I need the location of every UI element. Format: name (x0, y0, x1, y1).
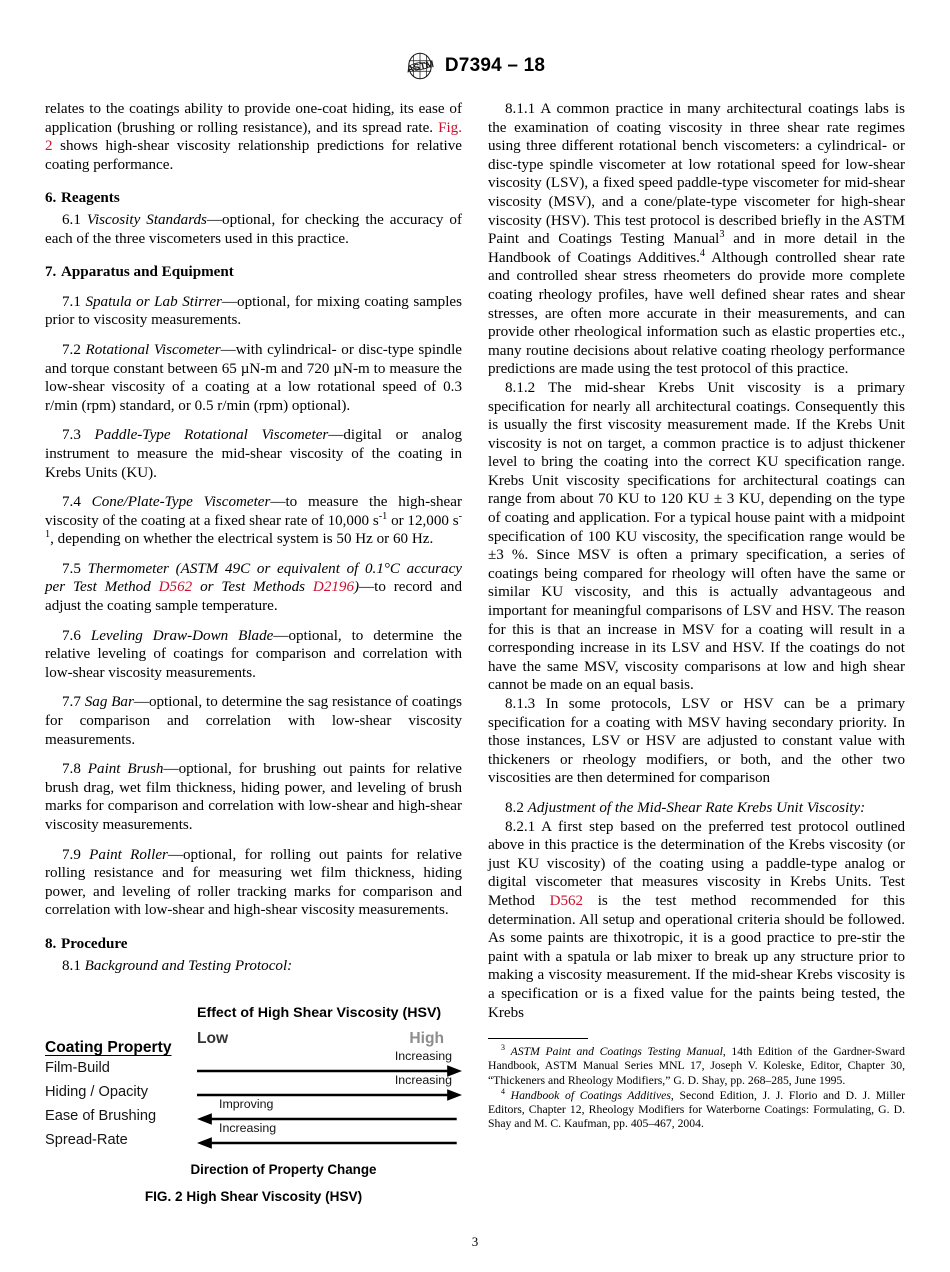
clause-text: —optional, for brushing out paints for relative brush drag, wet film thickness, hiding power, and leveling of brush marks for comparison and correlation with low-shear and high-shear viscosity measurements. (45, 761, 462, 833)
clause-8-1-3 (488, 695, 905, 788)
footnote-number: 4 (501, 1086, 505, 1096)
clause-7-9 (45, 846, 462, 920)
clause-text: —optional, for rolling out paints for relative rolling resistance and for measuring wet film thickness, hiding power, and leveling of roller tracking marks for comparison and correlation with low-shear and high-shear viscosity measurements. (45, 846, 462, 919)
figure-property-label: Spread-Rate (45, 1132, 128, 1149)
footnote-text: , 14th Edition of the Gardner-Sward Handbook, ASTM Manual Series MNL 17, Joseph V. Koleske, Editor, Chapter 30, “Thickeners and Rheology Modifiers,” G. D. Shay, pp. 268–285, June 1995. (488, 1045, 906, 1087)
figure-caption: FIG. 2 High Shear Viscosity (HSV) (144, 1189, 363, 1205)
footnote-marker-4[interactable]: 4 (699, 247, 705, 259)
section-8-number: 8. (45, 935, 57, 952)
d562-link[interactable]: D562 (158, 579, 193, 596)
clause-7-8 (45, 760, 462, 834)
clause-term: Cone/Plate-Type Viscometer (91, 494, 271, 511)
figure-arrow-label: Increasing (219, 1121, 277, 1136)
clause-7-5 (45, 560, 462, 616)
clause-term: Viscosity Standards (86, 211, 207, 228)
figure-property-label: Film-Build (45, 1060, 110, 1077)
clause-7-1 (45, 293, 462, 330)
clause-8-1-2 (488, 379, 905, 695)
clause-7-4 (45, 493, 462, 549)
heading-section-6 (45, 189, 462, 208)
figure-row (45, 1121, 462, 1152)
figure-2-graphic (45, 1005, 462, 1177)
clause-text: —digital or analog instrument to measure the mid-shear viscosity of the coating in Krebs Units (KU). (45, 427, 463, 481)
clause-number: 8.1 (62, 957, 81, 974)
section-7-number: 7. (45, 264, 57, 281)
left-column (45, 100, 462, 1204)
section-7-title: Apparatus and Equipment (61, 264, 234, 281)
heading-section-8 (45, 935, 462, 954)
d2196-link[interactable]: D2196 (312, 579, 355, 596)
clause-text: The mid-shear Krebs Unit viscosity is a primary specification for nearly all architectural coatings. Consequently this is usually the first viscosity measurement made. If the Krebs Unit viscosity is not on target, a common practice is to adjust thickener level to bring the coating into the correct KU specification range. Krebs Unit viscosity specifications for architectural coatings can range from about 70 KU to 120 KU ± 3 KU, depending on the type of coating and application. For a typical house paint with a midpoint specification of 100 KU viscosity, the specification range would be ±3 %. Since MSV is often a primary specification, a series of coatings being compared for rheology will often have the same or similar KU viscosity, and this is actually advantageous and important for meaningful comparisons of LSV and HSV. The reason for this is that an increase in MSV for a coating will result in a corresponding increase in its LSV and HSV. If the coatings do not have the same MSV, viscosity comparisons at low and high shear cannot be made on an equal basis. (488, 379, 905, 694)
clause-number: 8.1.3 (505, 696, 536, 712)
continued-text-before: relates to the coatings ability to provide one-coat hiding, its ease of application (brushing or rolling resistance), and its spread rate. (45, 101, 462, 136)
page-header (45, 46, 905, 86)
clause-text-2: or 12,000 s (387, 512, 459, 529)
footnote-4 (488, 1086, 906, 1132)
figure-footer-label: Direction of Property Change (190, 1162, 377, 1178)
clause-number: 6.1 (62, 211, 81, 228)
clause-number: 8.1.2 (505, 379, 536, 396)
clause-number: 7.7 (62, 694, 81, 711)
clause-number: 7.8 (62, 761, 81, 778)
clause-8-2-1 (488, 818, 905, 1023)
figure-2-link[interactable]: Fig. 2 (45, 119, 462, 155)
footnote-text: , Second Edition, J. J. Florio and D. J. Miller Editors, Chapter 12, Rheology Modifiers for Waterborne Coatings: Formulating, G. D. Shay and M. C. Kaufman, pp. 405–467, 2004. (488, 1088, 906, 1131)
clause-term: Paint Roller (89, 846, 168, 863)
footnote-area (488, 1038, 905, 1131)
heading-section-7 (45, 263, 462, 282)
clause-text-1: —to measure the high-shear viscosity of the coating at a fixed shear rate of 10,000 s (45, 494, 462, 529)
clause-text: —with cylindrical- or disc-type spindle and torque constant between 65 µN-m and 720 µN-m to measure the low-shear viscosity of a coating at a low rotational speed of 0.3 r/min (rpm) standard, or 0.5 r/min (rpm) optional). (45, 341, 462, 414)
clause-text-2: and in more detail in the Handbook of Coatings Additives. (488, 231, 905, 266)
clause-number: 8.2.1 (505, 818, 536, 835)
figure-property-label: Hiding / Opacity (45, 1084, 149, 1101)
clause-term: Paddle-Type Rotational Viscometer (94, 427, 329, 444)
figure-arrow-label: Increasing (394, 1049, 452, 1064)
clause-term: Background and Testing Protocol: (84, 957, 293, 974)
d562-link[interactable]: D562 (549, 892, 584, 909)
clause-8-2 (488, 799, 905, 818)
footnote-number: 3 (501, 1043, 505, 1053)
clause-number: 8.2 (505, 799, 524, 816)
arrow-left-icon (197, 1134, 462, 1150)
section-6-title: Reagents (61, 190, 120, 207)
clause-term-2: or Test Methods (192, 579, 313, 596)
clause-text: —optional, for checking the accuracy of each of the three viscometers used in this practice. (45, 211, 462, 247)
clause-term: Paint Brush (87, 761, 164, 778)
figure-grid (45, 1030, 462, 1152)
figure-property-label: Ease of Brushing (45, 1108, 157, 1125)
shear-rate-exponent-1: -1 (378, 510, 388, 522)
clause-term-3: ) (354, 579, 360, 596)
clause-term: Spatula or Lab Stirrer (85, 293, 222, 310)
scale-label-high: High (409, 1030, 444, 1048)
clause-number: 7.9 (62, 846, 81, 863)
clause-number: 7.4 (62, 494, 81, 511)
clause-8-1 (45, 957, 462, 976)
scale-label-low: Low (197, 1030, 229, 1048)
section-8-title: Procedure (61, 935, 128, 952)
figure-title: Effect of High Shear Viscosity (HSV) (197, 1005, 442, 1022)
clause-text: —optional, to determine the relative leveling of coatings for comparison and correlation with low-shear viscosity measurements. (45, 627, 463, 681)
clause-text-3: , depending on whether the electrical system is 50 Hz or 60 Hz. (50, 531, 434, 548)
clause-number: 7.6 (62, 627, 81, 644)
continued-text-after: shows high-shear viscosity relationship predictions for relative coating performance. (45, 138, 462, 173)
page-number: 3 (471, 1234, 479, 1249)
astm-logo (405, 51, 435, 81)
clause-6-1 (45, 211, 462, 248)
figure-column-header: Coating Property (45, 1039, 172, 1057)
right-column (488, 100, 905, 1131)
figure-arrow-label: Improving (219, 1097, 274, 1112)
footnote-title: ASTM Paint and Coatings Testing Manual (510, 1045, 723, 1059)
clause-number: 7.2 (62, 341, 81, 358)
document-designation: D7394 – 18 (444, 55, 546, 76)
clause-7-3 (45, 426, 462, 482)
section-6-number: 6. (45, 190, 57, 207)
clause-number: 8.1.1 (505, 101, 536, 117)
clause-text: —optional, to determine the sag resistance of coatings for comparison and correlation with low-shear viscosity measurements. (45, 694, 463, 748)
clause-text-1: A first step based on the preferred test protocol outlined above in this practice is the determination of the Krebs viscosity (or just KU viscosity) of the coating using a paddle-type analog or digital viscometer that measures viscosity in Krebs Units. Test Method (488, 818, 905, 909)
paragraph-continued (45, 100, 462, 174)
figure-2 (45, 1005, 462, 1204)
footnote-separator (488, 1038, 588, 1039)
clause-text: —to record and adjust the coating sample temperature. (45, 579, 462, 615)
clause-7-7 (45, 693, 462, 749)
clause-number: 7.5 (62, 560, 81, 577)
clause-term: Sag Bar (84, 694, 134, 711)
clause-text: In some protocols, LSV or HSV can be a primary specification for a coating with MSV having secondary priority. In those instances, LSV or HSV are adjusted to constant value with thickeners or rheology modifiers, or both, and the other two viscosities are then determined for comparison (488, 696, 905, 787)
clause-number: 7.1 (62, 293, 81, 310)
clause-text-2: is the test method recommended for this determination. All setup and operational criteria should be followed. As some paints are thixotropic, it is a good practice to pre-stir the paint with a spatula or lab mixer to break up any structure prior to making a viscosity measurement. If the mid-shear Krebs viscosity is a specification or is a fixed value for the paints being tested, the Krebs (488, 892, 905, 1021)
clause-term-1: Thermometer (ASTM 49C or equivalent of 0.1°C accuracy per Test Method (45, 560, 462, 596)
clause-7-6 (45, 627, 462, 683)
clause-text-3: Although controlled shear rate and controlled shear stress rheometers do provide more complete coating rheology profiles, have well defined shear rates and shear stresses, are often more accurate in their measurements, and can provide other rheological information such as elastic properties etc., many routine decisions about relative coating rheology performance predictions are made using the test protocol of this practice. (488, 249, 905, 378)
clause-text: —optional, for mixing coating samples prior to viscosity measurements. (45, 293, 462, 329)
footnote-marker-3[interactable]: 3 (719, 229, 725, 241)
footnote-title: Handbook of Coatings Additives (510, 1088, 671, 1102)
svg-text:ASTM: ASTM (405, 58, 435, 76)
figure-arrow-cell (197, 1121, 462, 1152)
footnote-3 (488, 1045, 905, 1088)
clause-7-2 (45, 341, 462, 415)
clause-text-1: A common practice in many architectural coatings labs is the examination of coating viscosity in three shear rate regimes using three different rotational bench viscometers: a cylindrical- or disc-type spindle viscometer at low rotational speed for low-shear viscosity (LSV), a fixed speed paddle-type viscometer for mid-shear viscosity (MSV), and a cone/plate-type viscometer for high-shear viscosity (HSV). This test protocol is described briefly in the ASTM Paint and Coatings Testing Manual (488, 101, 905, 248)
figure-arrow-label: Increasing (394, 1073, 452, 1088)
shear-rate-exponent-2: -1 (45, 510, 463, 541)
clause-8-1-1 (488, 100, 905, 379)
clause-term: Adjustment of the Mid-Shear Rate Krebs Unit Viscosity: (527, 799, 866, 816)
clause-number: 7.3 (62, 427, 81, 444)
two-column-body (45, 100, 905, 1204)
clause-term: Rotational Viscometer (85, 341, 221, 358)
clause-term: Leveling Draw-Down Blade (90, 627, 274, 644)
